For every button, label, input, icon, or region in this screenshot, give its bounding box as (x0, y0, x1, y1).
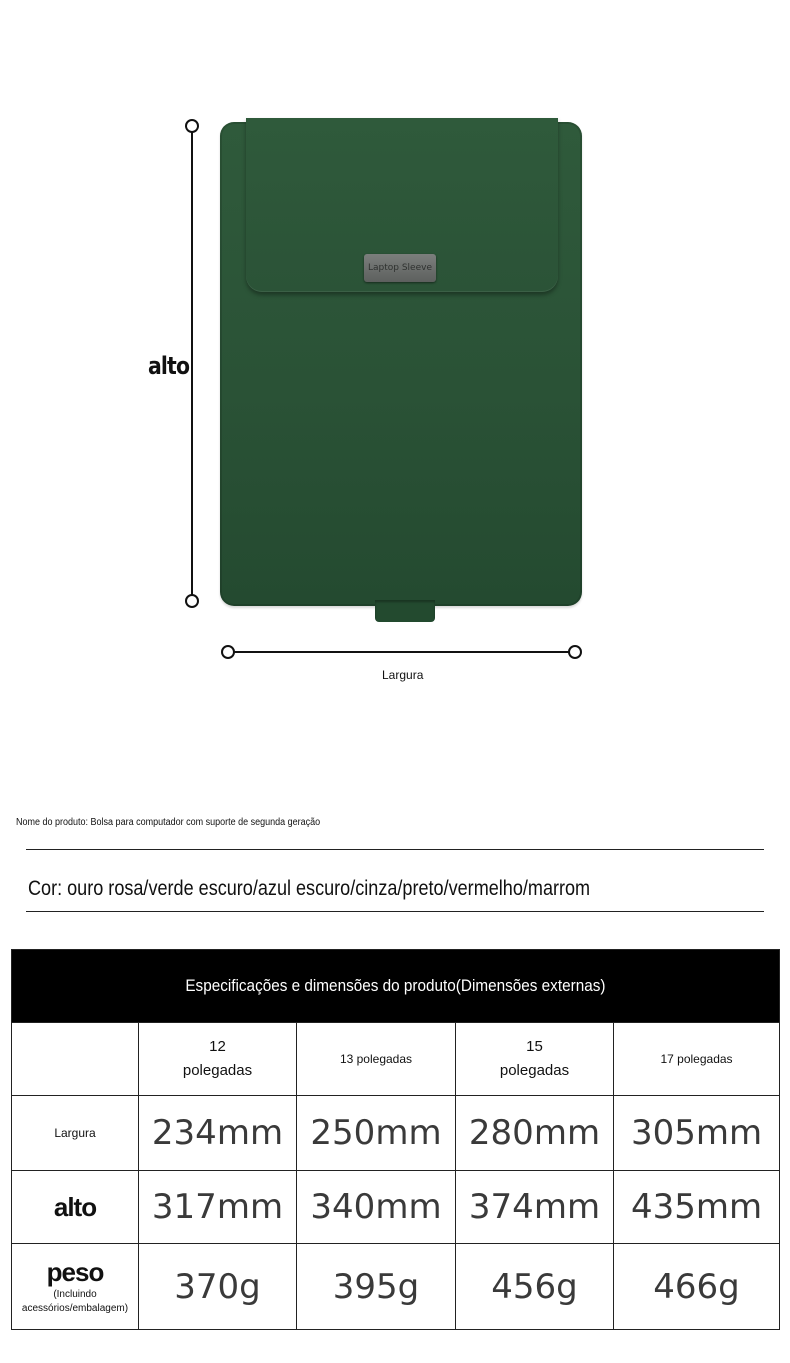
height-17: 435mm (614, 1171, 780, 1244)
color-options: Cor: ouro rosa/verde escuro/azul escuro/cinza/preto/vermelho/marrom (28, 877, 591, 900)
size-header-row (12, 1023, 780, 1096)
divider-top (26, 849, 764, 850)
table-row-weight (12, 1244, 780, 1330)
table-row-height (12, 1171, 780, 1244)
row-label-weight-cell (12, 1244, 139, 1330)
weight-17: 466g (614, 1244, 780, 1330)
height-label: alto (148, 352, 190, 380)
size-header-12: 12 polegadas (139, 1023, 297, 1096)
row-label-weight: peso (46, 1257, 104, 1287)
width-17: 305mm (614, 1096, 780, 1171)
laptop-sleeve-label-patch: Laptop Sleeve (364, 254, 436, 282)
weight-12: 370g (139, 1244, 297, 1330)
width-dimension-line (227, 651, 575, 653)
size-header-15: 15 polegadas (456, 1023, 614, 1096)
height-dimension-line (191, 125, 193, 601)
width-left-marker (221, 645, 235, 659)
laptop-sleeve-pull-tab (375, 600, 435, 622)
spec-table (11, 949, 780, 1330)
height-top-marker (185, 119, 199, 133)
row-label-height: alto (12, 1171, 139, 1244)
table-row-width (12, 1096, 780, 1171)
width-12: 234mm (139, 1096, 297, 1171)
height-bottom-marker (185, 594, 199, 608)
weight-15: 456g (456, 1244, 614, 1330)
height-13: 340mm (297, 1171, 456, 1244)
size-header-13: 13 polegadas (297, 1023, 456, 1096)
product-name: Nome do produto: Bolsa para computador com suporte de segunda geração (16, 817, 321, 828)
height-12: 317mm (139, 1171, 297, 1244)
height-15: 374mm (456, 1171, 614, 1244)
weight-13: 395g (297, 1244, 456, 1330)
size-header-17: 17 polegadas (614, 1023, 780, 1096)
row-label-weight-note: (Incluindo acessórios/embalagem) (21, 1289, 129, 1314)
spec-table-title: Especificações e dimensões do produto(Dimensões externas) (12, 950, 780, 1023)
empty-corner-cell (12, 1023, 139, 1096)
row-label-width: Largura (12, 1096, 139, 1171)
width-15: 280mm (456, 1096, 614, 1171)
width-right-marker (568, 645, 582, 659)
width-13: 250mm (297, 1096, 456, 1171)
divider-bottom (26, 911, 764, 912)
width-label: Largura (382, 668, 424, 682)
